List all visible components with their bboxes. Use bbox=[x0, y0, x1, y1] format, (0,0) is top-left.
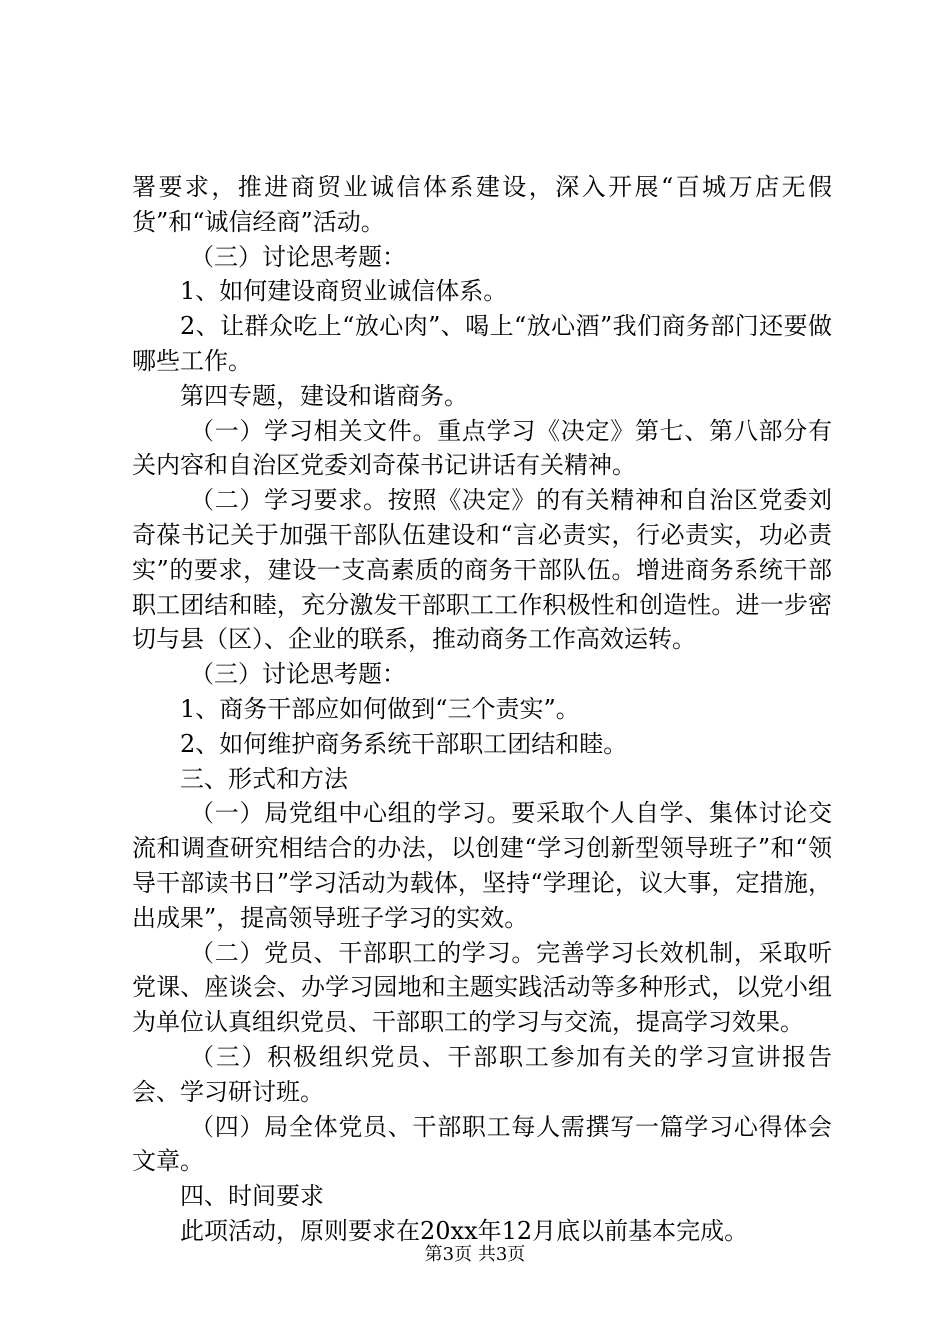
paragraph-body: （一）学习相关文件。重点学习《决定》第七、第八部分有关内容和自治区党委刘奇葆书记讲话有关精神。 bbox=[132, 416, 832, 480]
paragraph-heading-discussion: （三）讨论思考题： bbox=[190, 660, 406, 689]
section-heading: 三、形式和方法 bbox=[180, 764, 348, 793]
paragraph-continuation: 署要求，推进商贸业诚信体系建设，深入开展“百城万店无假货”和“诚信经商”活动。 bbox=[132, 173, 832, 236]
document-body bbox=[132, 170, 832, 1249]
paragraph-body: （一）局党组中心组的学习。要采取个人自学、集体讨论交流和调查研究相结合的办法，以创建“学习创新型领导班子”和“领导干部读书日”学习活动为载体，坚持“学理论，议大事，定措施，出成果”，提高领导班子学习的实效。 bbox=[132, 799, 832, 932]
paragraph-topic-heading: 第四专题，建设和谐商务。 bbox=[180, 381, 468, 410]
paragraph-body: （二）学习要求。按照《决定》的有关精神和自治区党委刘奇葆书记关于加强干部队伍建设和“言必责实，行必责实，功必责实”的要求，建设一支高素质的商务干部队伍。增进商务系统干部职工团结和睦，充分激发干部职工工作积极性和创造性。进一步密切与县（区）、企业的联系，推动商务工作高效运转。 bbox=[132, 486, 832, 654]
section-heading: 四、时间要求 bbox=[180, 1182, 324, 1211]
paragraph-question: 2、让群众吃上“放心肉”、喝上“放心酒”我们商务部门还要做哪些工作。 bbox=[132, 312, 832, 375]
page-footer: 第3页 共3页 bbox=[424, 1244, 526, 1265]
paragraph-body: 此项活动，原则要求在20xx年12月底以前基本完成。 bbox=[180, 1216, 749, 1245]
paragraph-question: 2、如何维护商务系统干部职工团结和睦。 bbox=[180, 729, 628, 758]
paragraph-body: （三）积极组织党员、干部职工参加有关的学习宣讲报告会、学习研讨班。 bbox=[132, 1042, 832, 1106]
paragraph-body: （四）局全体党员、干部职工每人需撰写一篇学习心得体会文章。 bbox=[132, 1112, 832, 1176]
paragraph-heading-discussion: （三）讨论思考题： bbox=[190, 242, 406, 271]
paragraph-question: 1、如何建设商贸业诚信体系。 bbox=[180, 277, 508, 306]
paragraph-body: （二）党员、干部职工的学习。完善学习长效机制，采取听党课、座谈会、办学习园地和主题实践活动等多种形式，以党小组为单位认真组织党员、干部职工的学习与交流，提高学习效果。 bbox=[132, 938, 832, 1037]
paragraph-question: 1、商务干部应如何做到“三个责实”。 bbox=[180, 694, 580, 723]
